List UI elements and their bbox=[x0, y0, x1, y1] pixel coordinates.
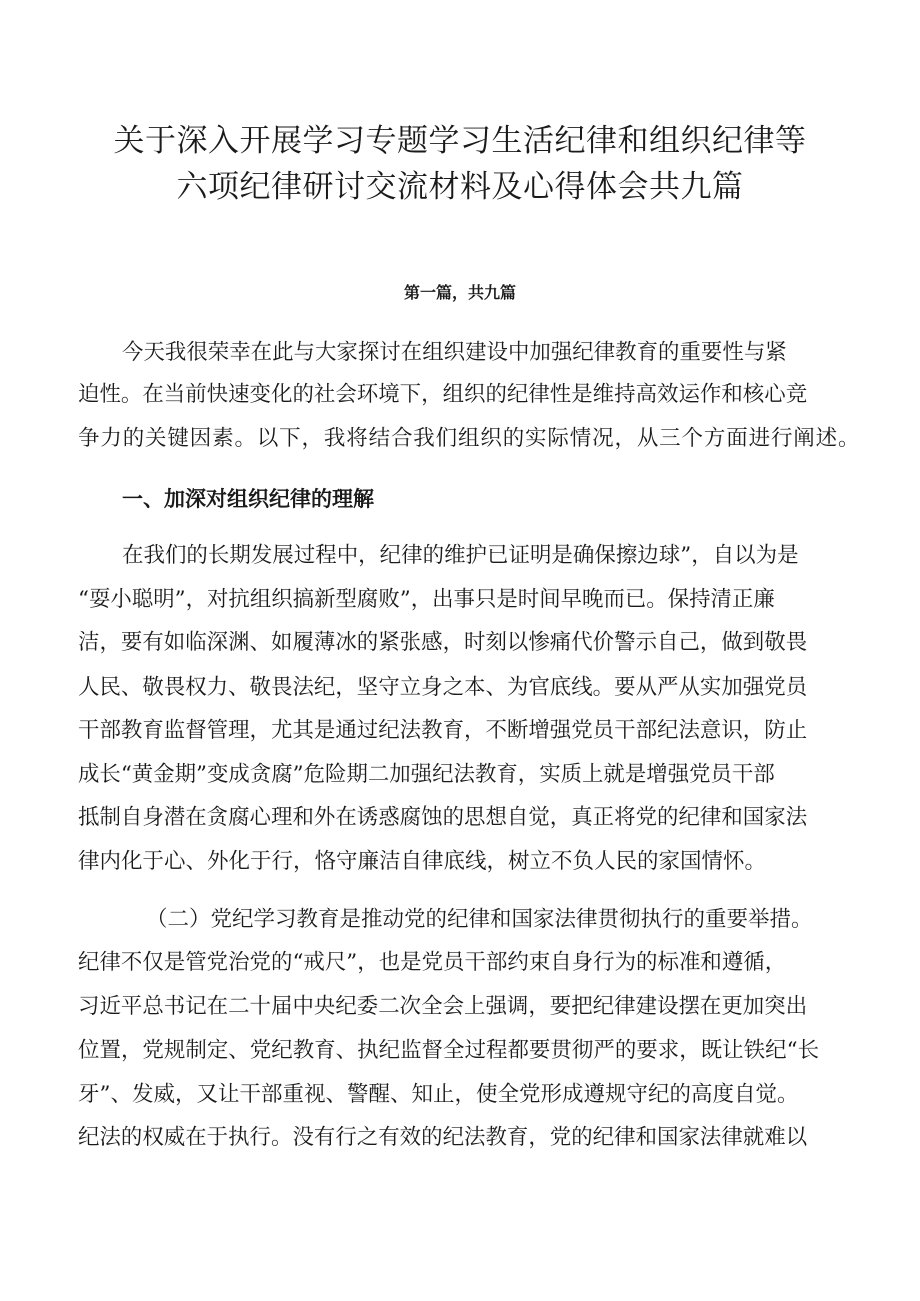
section1-line-5: 干部教育监督管理，尤其是通过纪法教育，不断增强党员干部纪法意识，防止 bbox=[78, 718, 808, 743]
section1-line-4: 人民、敬畏权力、敬畏法纪，坚守立身之本、为官底线。要从严从实加强党员 bbox=[78, 675, 808, 700]
intro-line-2: 迫性。在当前快速变化的社会环境下，组织的纪律性是维持高效运作和核心竞 bbox=[78, 382, 808, 407]
section1-line-8: 律内化于心、外化于行，恪守廉洁自律底线，树立不负人民的家国情怀。 bbox=[78, 849, 767, 874]
document-title-line-2: 六项纪律研讨交流材料及心得体会共九篇 bbox=[176, 169, 744, 205]
section1-line-2: “耍小聪明”，对抗组织搞新型腐败”，出事只是时间早晚而已。保持清正廉 bbox=[78, 587, 775, 612]
section1-line-1: 在我们的长期发展过程中，纪律的维护已证明是确保擦边球”，自以为是 bbox=[122, 543, 799, 568]
section1-line-6: 成长“黄金期”变成贪腐”危险期二加强纪法教育，实质上就是增强党员干部 bbox=[78, 762, 775, 787]
section2-line-5: 牙”、发威，又让干部重视、警醒、知止，使全党形成遵规守纪的高度自觉。 bbox=[78, 1082, 799, 1107]
section2-line-3: 习近平总书记在二十届中央纪委二次全会上强调，要把纪律建设摆在更加突出 bbox=[78, 994, 808, 1019]
intro-line-1: 今天我很荣幸在此与大家探讨在组织建设中加强纪律教育的重要性与紧 bbox=[122, 340, 787, 365]
section2-line-1: （二）党纪学习教育是推动党的纪律和国家法律贯彻执行的重要举措。 bbox=[146, 907, 813, 932]
section1-line-3: 洁，要有如临深渊、如履薄冰的紧张感，时刻以惨痛代价警示自己，做到敬畏 bbox=[78, 630, 808, 655]
section2-line-6: 纪法的权威在于执行。没有行之有效的纪法教育，党的纪律和国家法律就难以 bbox=[78, 1125, 808, 1150]
section-heading: 一、加深对组织纪律的理解 bbox=[122, 487, 374, 511]
document-title-line-1: 关于深入开展学习专题学习生活纪律和组织纪律等 bbox=[113, 123, 807, 159]
chapter-label: 第一篇，共九篇 bbox=[403, 283, 516, 302]
intro-line-3: 争力的关键因素。以下，我将结合我们组织的实际情况，从三个方面进行阐述。 bbox=[78, 426, 861, 451]
section1-line-7: 抵制自身潜在贪腐心理和外在诱惑腐蚀的思想自觉，真正将党的纪律和国家法 bbox=[78, 805, 808, 830]
section2-line-2: 纪律不仅是管党治党的“戒尺”，也是党员干部约束自身行为的标准和遵循， bbox=[78, 950, 787, 975]
section2-line-4: 位置，党规制定、党纪教育、执纪监督全过程都要贯彻严的要求，既让铁纪“长 bbox=[78, 1038, 820, 1063]
